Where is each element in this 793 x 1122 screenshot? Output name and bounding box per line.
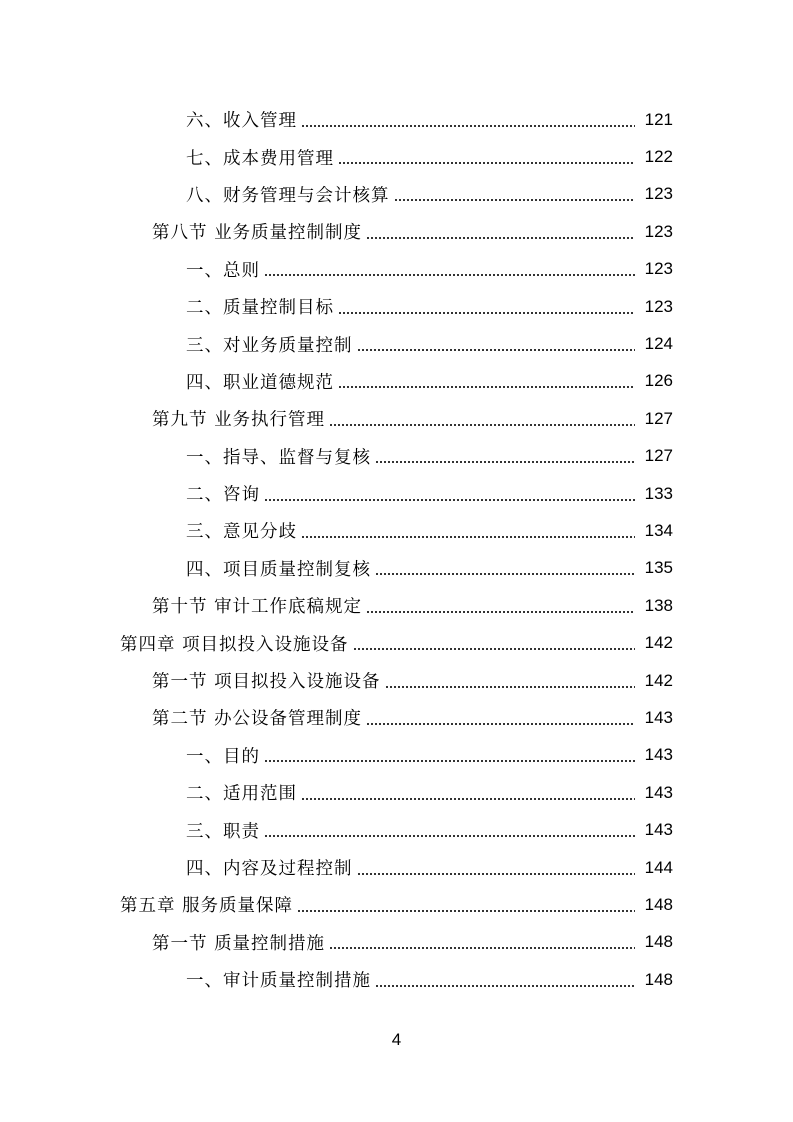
toc-entry-page: 143 xyxy=(644,707,673,727)
toc-entry-page: 134 xyxy=(644,520,673,540)
toc-entry[interactable] xyxy=(0,624,793,661)
toc-entry[interactable] xyxy=(0,138,793,175)
toc-entry-title: 第一节 质量控制措施 xyxy=(152,933,326,954)
toc-entry-title: 七、成本费用管理 xyxy=(186,148,334,169)
toc-leader-dots xyxy=(264,499,635,501)
toc-entry[interactable] xyxy=(0,961,793,998)
toc-leader-dots xyxy=(357,873,636,875)
toc-leader-dots xyxy=(329,424,635,426)
toc-entry[interactable] xyxy=(0,587,793,624)
toc-entry[interactable] xyxy=(0,737,793,774)
toc-entry-title: 四、项目质量控制复核 xyxy=(186,559,371,580)
toc-entry-page: 127 xyxy=(644,408,673,428)
toc-entry[interactable] xyxy=(0,176,793,213)
toc-entry-page: 123 xyxy=(644,221,673,241)
toc-entry[interactable] xyxy=(0,811,793,848)
toc-entry-page: 143 xyxy=(644,745,673,765)
toc-entry-page: 143 xyxy=(644,820,673,840)
toc-leader-dots xyxy=(375,461,635,463)
toc-entry-page: 143 xyxy=(644,782,673,802)
toc-leader-dots xyxy=(301,125,635,127)
toc-entry-page: 148 xyxy=(644,894,673,914)
toc-leader-dots xyxy=(301,798,635,800)
toc-entry-title: 六、收入管理 xyxy=(186,111,297,132)
toc-entry[interactable] xyxy=(0,400,793,437)
page-number: 4 xyxy=(391,1030,402,1049)
toc-entry-page: 144 xyxy=(644,857,673,877)
toc-entry-page: 121 xyxy=(644,109,673,129)
toc-entry[interactable] xyxy=(0,363,793,400)
toc-entry-title: 第八节 业务质量控制制度 xyxy=(152,223,363,244)
toc-entry[interactable] xyxy=(0,924,793,961)
toc-leader-dots xyxy=(264,274,635,276)
toc-entry[interactable] xyxy=(0,475,793,512)
toc-leader-dots xyxy=(329,947,635,949)
toc-entry-title: 二、咨询 xyxy=(186,485,260,506)
toc-entry-title: 一、总则 xyxy=(186,260,260,281)
toc-entry-title: 一、审计质量控制措施 xyxy=(186,971,371,992)
toc-entry-title: 八、财务管理与会计核算 xyxy=(186,185,390,206)
toc-entry-page: 142 xyxy=(644,633,673,653)
toc-leader-dots xyxy=(301,536,635,538)
toc-leader-dots xyxy=(338,386,635,388)
toc-leader-dots xyxy=(385,686,635,688)
toc-entry-title: 四、职业道德规范 xyxy=(186,372,334,393)
toc-entry-page: 148 xyxy=(644,932,673,952)
toc-entry-title: 三、对业务质量控制 xyxy=(186,335,353,356)
toc-entry-page: 127 xyxy=(644,446,673,466)
toc-entry[interactable] xyxy=(0,101,793,138)
toc-entry[interactable] xyxy=(0,699,793,736)
toc-entry[interactable] xyxy=(0,550,793,587)
table-of-contents xyxy=(0,101,793,998)
toc-leader-dots xyxy=(366,611,635,613)
toc-entry[interactable] xyxy=(0,512,793,549)
toc-leader-dots xyxy=(366,237,635,239)
toc-leader-dots xyxy=(353,648,635,650)
toc-entry-page: 123 xyxy=(644,259,673,279)
toc-leader-dots xyxy=(264,835,635,837)
toc-leader-dots xyxy=(338,312,635,314)
toc-entry-title: 第二节 办公设备管理制度 xyxy=(152,709,363,730)
toc-entry[interactable] xyxy=(0,438,793,475)
toc-leader-dots xyxy=(297,910,635,912)
toc-leader-dots xyxy=(394,199,636,201)
toc-entry-title: 一、指导、监督与复核 xyxy=(186,447,371,468)
toc-entry[interactable] xyxy=(0,774,793,811)
toc-entry-title: 第十节 审计工作底稿规定 xyxy=(152,597,363,618)
toc-entry[interactable] xyxy=(0,213,793,250)
toc-leader-dots xyxy=(375,985,635,987)
toc-entry[interactable] xyxy=(0,325,793,362)
toc-entry-title: 一、目的 xyxy=(186,746,260,767)
toc-entry[interactable] xyxy=(0,288,793,325)
toc-entry-title: 第五章 服务质量保障 xyxy=(120,896,294,917)
toc-entry-page: 123 xyxy=(644,184,673,204)
toc-entry-page: 133 xyxy=(644,483,673,503)
toc-entry-title: 四、内容及过程控制 xyxy=(186,859,353,879)
toc-entry-page: 122 xyxy=(644,147,673,167)
toc-entry-title: 第四章 项目拟投入设施设备 xyxy=(120,634,349,655)
toc-leader-dots xyxy=(357,349,636,351)
toc-entry[interactable] xyxy=(0,886,793,923)
toc-leader-dots xyxy=(338,162,635,164)
toc-entry-page: 126 xyxy=(644,371,673,391)
toc-entry-title: 三、职责 xyxy=(186,821,260,842)
toc-leader-dots xyxy=(264,760,635,762)
toc-leader-dots xyxy=(375,573,635,575)
toc-entry-title: 第九节 业务执行管理 xyxy=(152,410,326,431)
toc-entry-title: 二、质量控制目标 xyxy=(186,298,334,319)
toc-entry[interactable] xyxy=(0,662,793,699)
toc-leader-dots xyxy=(366,723,635,725)
toc-entry-title: 第一节 项目拟投入设施设备 xyxy=(152,672,381,693)
toc-entry-page: 142 xyxy=(644,670,673,690)
toc-entry-title: 三、意见分歧 xyxy=(186,522,297,543)
toc-entry-page: 123 xyxy=(644,296,673,316)
toc-entry[interactable] xyxy=(0,849,793,886)
toc-entry-page: 148 xyxy=(644,969,673,989)
toc-entry[interactable] xyxy=(0,251,793,288)
toc-entry-page: 138 xyxy=(644,595,673,615)
toc-entry-title: 二、适用范围 xyxy=(186,784,297,805)
toc-entry-page: 124 xyxy=(644,334,673,354)
toc-entry-page: 135 xyxy=(644,558,673,578)
